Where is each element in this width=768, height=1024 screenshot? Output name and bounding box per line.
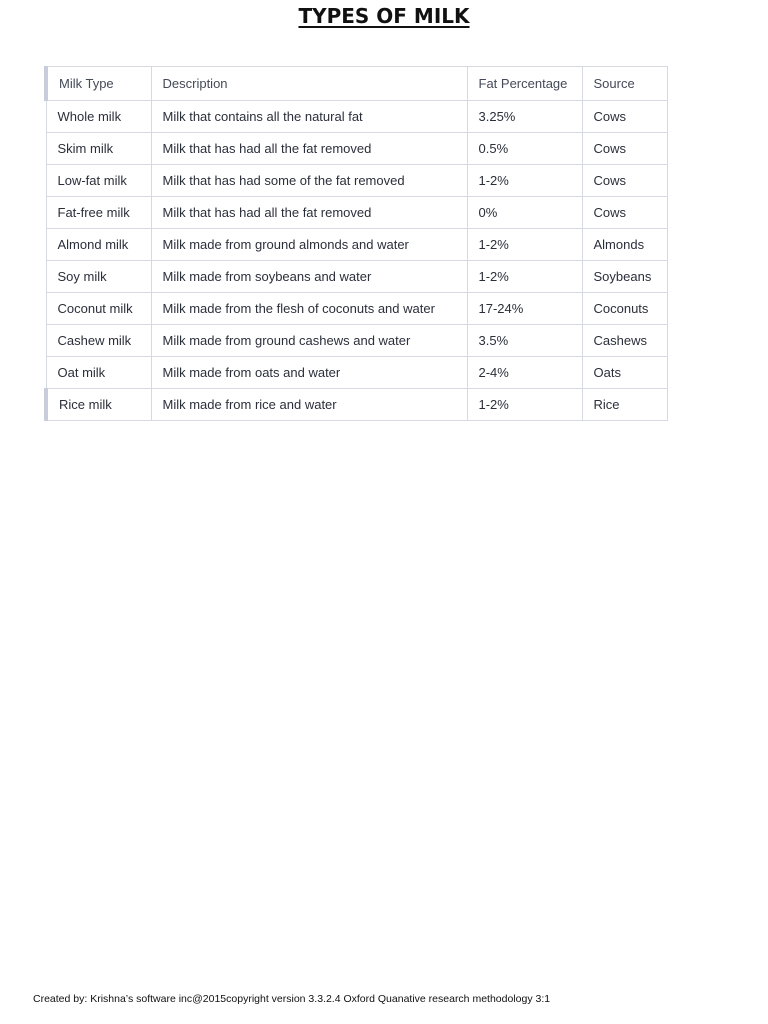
cell-source: Cows (582, 133, 667, 165)
header-milk-type: Milk Type (46, 67, 151, 101)
cell-description: Milk that contains all the natural fat (151, 101, 467, 133)
page-title-text: TYPES OF MILK (298, 4, 470, 28)
header-fat-percentage: Fat Percentage (467, 67, 582, 101)
cell-milk-type: Cashew milk (46, 325, 151, 357)
cell-description: Milk made from ground cashews and water (151, 325, 467, 357)
cell-fat-percentage: 0% (467, 197, 582, 229)
cell-source: Almonds (582, 229, 667, 261)
cell-description: Milk that has had some of the fat removed (151, 165, 467, 197)
cell-milk-type: Almond milk (46, 229, 151, 261)
cell-description: Milk made from the flesh of coconuts and water (151, 293, 467, 325)
footer-credit: Created by: Krishna’s software inc@2015copyright version 3.3.2.4 Oxford Quanative research methodology 3:1 (33, 993, 551, 1005)
table-row (46, 357, 667, 389)
cell-fat-percentage: 0.5% (467, 133, 582, 165)
table-row (46, 325, 667, 357)
table-row (46, 293, 667, 325)
table-row (46, 389, 667, 421)
cell-source: Soybeans (582, 261, 667, 293)
cell-description: Milk made from soybeans and water (151, 261, 467, 293)
cell-source: Cows (582, 197, 667, 229)
header-source: Source (582, 67, 667, 101)
cell-fat-percentage: 1-2% (467, 261, 582, 293)
cell-source: Cashews (582, 325, 667, 357)
cell-milk-type: Coconut milk (46, 293, 151, 325)
table-row (46, 101, 667, 133)
cell-milk-type: Rice milk (46, 389, 151, 421)
cell-source: Cows (582, 165, 667, 197)
cell-description: Milk made from ground almonds and water (151, 229, 467, 261)
table-row (46, 261, 667, 293)
cell-fat-percentage: 17-24% (467, 293, 582, 325)
cell-source: Rice (582, 389, 667, 421)
table-header-row (46, 67, 667, 101)
table-row (46, 165, 667, 197)
cell-fat-percentage: 3.25% (467, 101, 582, 133)
cell-description: Milk that has had all the fat removed (151, 197, 467, 229)
cell-source: Coconuts (582, 293, 667, 325)
cell-source: Oats (582, 357, 667, 389)
header-description: Description (151, 67, 467, 101)
cell-milk-type: Soy milk (46, 261, 151, 293)
cell-fat-percentage: 1-2% (467, 165, 582, 197)
table-row (46, 229, 667, 261)
cell-description: Milk that has had all the fat removed (151, 133, 467, 165)
table-row (46, 197, 667, 229)
cell-fat-percentage: 3.5% (467, 325, 582, 357)
page-title (0, 4, 768, 28)
cell-fat-percentage: 1-2% (467, 389, 582, 421)
cell-milk-type: Oat milk (46, 357, 151, 389)
milk-table-container (44, 66, 665, 421)
cell-milk-type: Whole milk (46, 101, 151, 133)
cell-milk-type: Low-fat milk (46, 165, 151, 197)
table-row (46, 133, 667, 165)
cell-milk-type: Skim milk (46, 133, 151, 165)
cell-milk-type: Fat-free milk (46, 197, 151, 229)
cell-description: Milk made from oats and water (151, 357, 467, 389)
cell-description: Milk made from rice and water (151, 389, 467, 421)
cell-fat-percentage: 2-4% (467, 357, 582, 389)
cell-source: Cows (582, 101, 667, 133)
milk-table (44, 66, 668, 421)
cell-fat-percentage: 1-2% (467, 229, 582, 261)
